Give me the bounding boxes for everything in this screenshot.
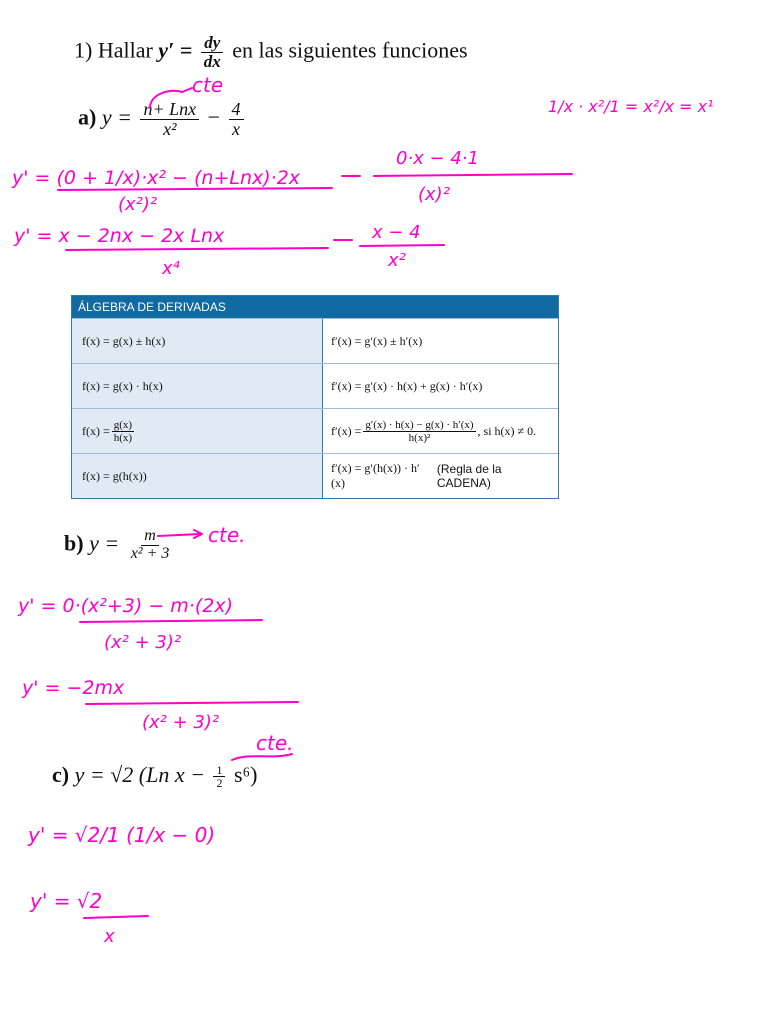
ink-c-line2-den: x [104,926,115,947]
problem-b-num: m [141,528,159,546]
problem-a-minus: − [207,104,221,130]
problem-a-den1: x² [163,118,177,139]
ink-side-note: 1/x · x²/1 = x²/x = x¹ [548,97,714,116]
ink-cte-a: cte [192,73,224,97]
problem-a-label: a) [78,104,97,130]
quotient-derivative-prefix: f′(x) = [331,423,362,438]
table-cell-rule: f(x) = g(x) · h(x) [72,364,323,408]
quotient-rule-den: h(x) [113,431,133,444]
quotient-derivative-condition: , si h(x) ≠ 0. [477,423,537,438]
ink-b-line2-bar [86,702,298,704]
problem-a-num2: 4 [229,100,244,120]
table-cell-derivative [323,409,558,453]
title-prefix: 1) Hallar [74,37,153,63]
table-cell-derivative: f′(x) = g′(x) · h(x) + g(x) · h′(x) [323,364,558,408]
problem-c [52,762,258,790]
table-cell-rule [72,409,323,453]
ink-b-line2-den: (x² + 3)² [142,712,220,733]
ink-a-line1-den: (x²)² [118,194,158,215]
title-yprime: y′ = [158,37,193,63]
ink-c-line2-bar [84,916,148,918]
problem-a-lhs: y = [101,104,132,130]
ink-c-line1: y' = √2/1 (1/x − 0) [28,823,216,847]
ink-a-line1-right-num: 0·x − 4·1 [396,148,479,169]
table-cell-derivative [323,454,558,498]
ink-a-line2-right-num: x − 4 [372,222,421,243]
quotient-rule-num: g(x) [113,418,133,431]
ink-a-line2-right-den: x² [388,250,406,271]
problem-c-half-den: 2 [216,776,223,791]
table-header: ÁLGEBRA DE DERIVADAS [72,296,558,318]
ink-tilde-c [232,754,292,760]
exercise-title [74,34,468,71]
ink-a-line2-num: y' = x − 2nx − 2x Lnx [14,225,225,247]
title-derivative-numerator: dy [201,34,223,53]
quotient-derivative-fraction [363,419,475,444]
ink-c-line2-num: y' = √2 [30,889,103,913]
chain-rule-formula: f′(x) = g′(h(x)) · h′(x) [331,461,420,490]
ink-a-line1-right-bar [374,174,572,176]
ink-cte-c: cte. [256,731,294,755]
problem-a-fraction2 [229,100,244,139]
problem-c-expression: y = √2 (Ln x − [74,762,211,787]
table-row [72,408,558,453]
title-suffix: en las siguientes funciones [232,37,468,63]
problem-b [64,528,175,563]
ink-a-line2-right-bar [360,245,444,246]
problem-a-den2: x [232,118,241,139]
ink-b-line1-den: (x² + 3)² [104,632,182,653]
title-derivative-denominator: dx [203,51,221,71]
ink-a-line1-num: y' = (0 + 1/x)·x² − (n+Lnx)·2x [12,167,301,189]
title-derivative-fraction [201,34,224,71]
problem-b-lhs: y = [89,530,120,556]
ink-arrowhead-b [194,530,202,538]
ink-a-line1-bar [58,188,332,190]
problem-b-label: b) [64,530,84,556]
table-cell-derivative: f′(x) = g′(x) ± h′(x) [323,319,558,363]
problem-b-fraction [128,528,173,563]
ink-a-line1-right-den: (x)² [418,184,450,205]
problem-a-num1: n+ Lnx [140,100,199,120]
quotient-rule-prefix: f(x) = [82,423,110,438]
problem-b-den: x² + 3 [130,544,170,562]
table-row [72,453,558,498]
ink-cte-b: cte. [208,523,246,547]
table-cell-rule: f(x) = g(h(x)) [72,454,323,498]
quotient-rule-fraction [112,419,134,444]
table-row [72,363,558,408]
quotient-derivative-den: h(x)² [408,431,431,444]
problem-a-fraction1 [140,100,199,139]
derivative-algebra-table [71,295,559,499]
table-cell-rule: f(x) = g(x) ± h(x) [72,319,323,363]
problem-a [78,100,247,139]
ink-b-line1-num: y' = 0·(x²+3) − m·(2x) [18,595,233,617]
ink-a-line2-bar [66,248,328,250]
ink-b-line2-num: y' = −2mx [22,677,125,699]
quotient-derivative-num: g′(x) · h(x) − g(x) · h′(x) [365,418,474,431]
problem-c-half [213,764,225,790]
problem-c-label: c) [52,762,70,787]
ink-b-line1-bar [80,620,262,622]
problem-c-half-num: 1 [213,764,225,778]
table-row [72,318,558,363]
chain-rule-note: (Regla de la CADENA) [436,462,502,490]
ink-a-line2-den: x⁴ [162,258,180,279]
problem-c-tail: s⁶) [233,762,258,787]
